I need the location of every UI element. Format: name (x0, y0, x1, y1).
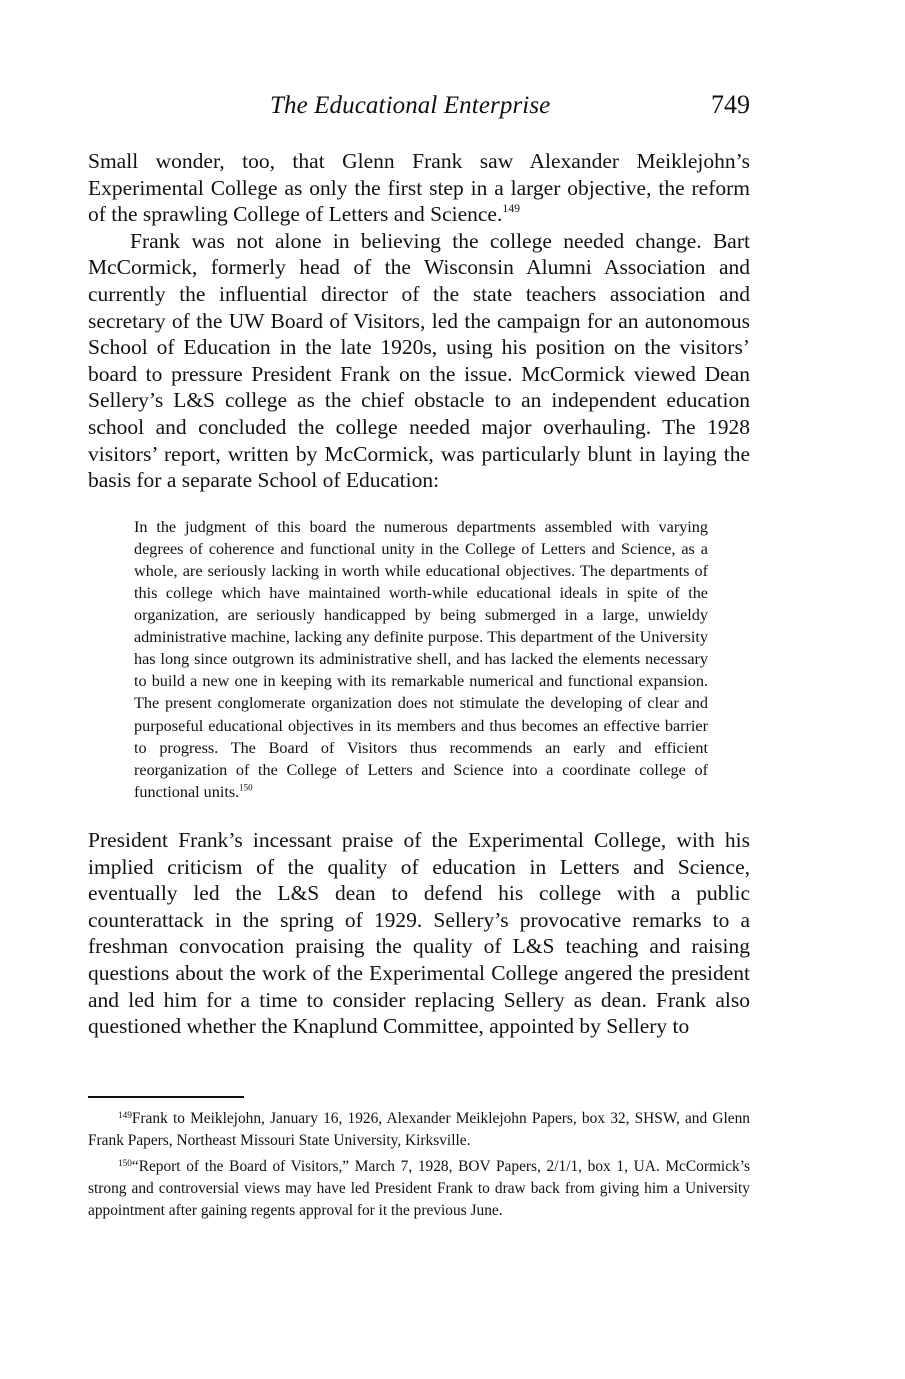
footnote-mark: 149 (118, 1109, 132, 1120)
footnote-reference: 149 (502, 201, 521, 216)
footnote-text: “Report of the Board of Visitors,” March 7, 1928, BOV Papers, 2/1/1, box 1, UA. McCormick’s strong and controversial views may have led President Frank to draw back from giving him a University appointment after gaining regents approval for it the previous June. (88, 1158, 750, 1219)
page-number: 749 (711, 90, 750, 119)
footnote-mark: 150 (118, 1157, 132, 1168)
footnote-reference: 150 (239, 782, 253, 793)
block-quote (134, 516, 708, 803)
footnote (88, 1156, 750, 1222)
page-header (88, 88, 750, 128)
block-quote-text: In the judgment of this board the numerous departments assembled with varying degrees of coherence and functional unity in the College of Letters and Science, as a whole, are seriously lacking in worth while educational objectives. The departments of this college which have maintained worth-while educational ideals in spite of the organization, are seriously handicapped by being submerged in a large, unwieldy administrative machine, lacking any definite purpose. This department of the University has long since outgrown its administrative shell, and has lacked the elements necessary to build a new one in keeping with its remarkable numerical and functional expansion. The present conglomerate organization does not stimulate the developing of clear and purposeful educational objectives in its members and thus becomes an effective barrier to progress. The Board of Visitors thus recommends an early and efficient reorganization of the College of Letters and Science into a coordinate college of functional units. (134, 517, 708, 801)
paragraph: President Frank’s incessant praise of the Experimental College, with his implied criticism of the quality of education in Letters and Science, eventually led the L&S dean to defend his college with a public counterattack in the spring of 1929. Sellery’s provocative remarks to a freshman convocation praising the quality of L&S teaching and raising questions about the work of the Experimental College angered the president and led him for a time to consider replacing Sellery as dean. Frank also questioned whether the Knaplund Committee, appointed by Sellery to (88, 827, 750, 1039)
footnotes (88, 1108, 750, 1226)
footnote (88, 1108, 750, 1152)
footnote-divider (88, 1096, 244, 1098)
body-text (88, 148, 750, 1040)
paragraph: Frank was not alone in believing the college needed change. Bart McCormick, formerly head of the Wisconsin Alumni Association and currently the influential director of the state teachers association and secretary of the UW Board of Visitors, led the campaign for an autonomous School of Education in the late 1920s, using his position on the visitors’ board to pressure President Frank on the issue. McCormick viewed Dean Sellery’s L&S college as the chief obstacle to an independent education school and concluded the college needed major overhauling. The 1928 visitors’ report, written by McCormick, was particularly blunt in laying the basis for a separate School of Education: (88, 228, 750, 493)
paragraph-text: Small wonder, too, that Glenn Frank saw Alexander Meiklejohn’s Experimental College as only the first step in a larger objective, the reform of the sprawling College of Letters and Science. (88, 149, 750, 227)
footnote-text: Frank to Meiklejohn, January 16, 1926, Alexander Meiklejohn Papers, box 32, SHSW, and Glenn Frank Papers, Northeast Missouri State University, Kirksville. (88, 1110, 750, 1149)
paragraph (88, 148, 750, 228)
running-head: The Educational Enterprise (270, 92, 551, 119)
